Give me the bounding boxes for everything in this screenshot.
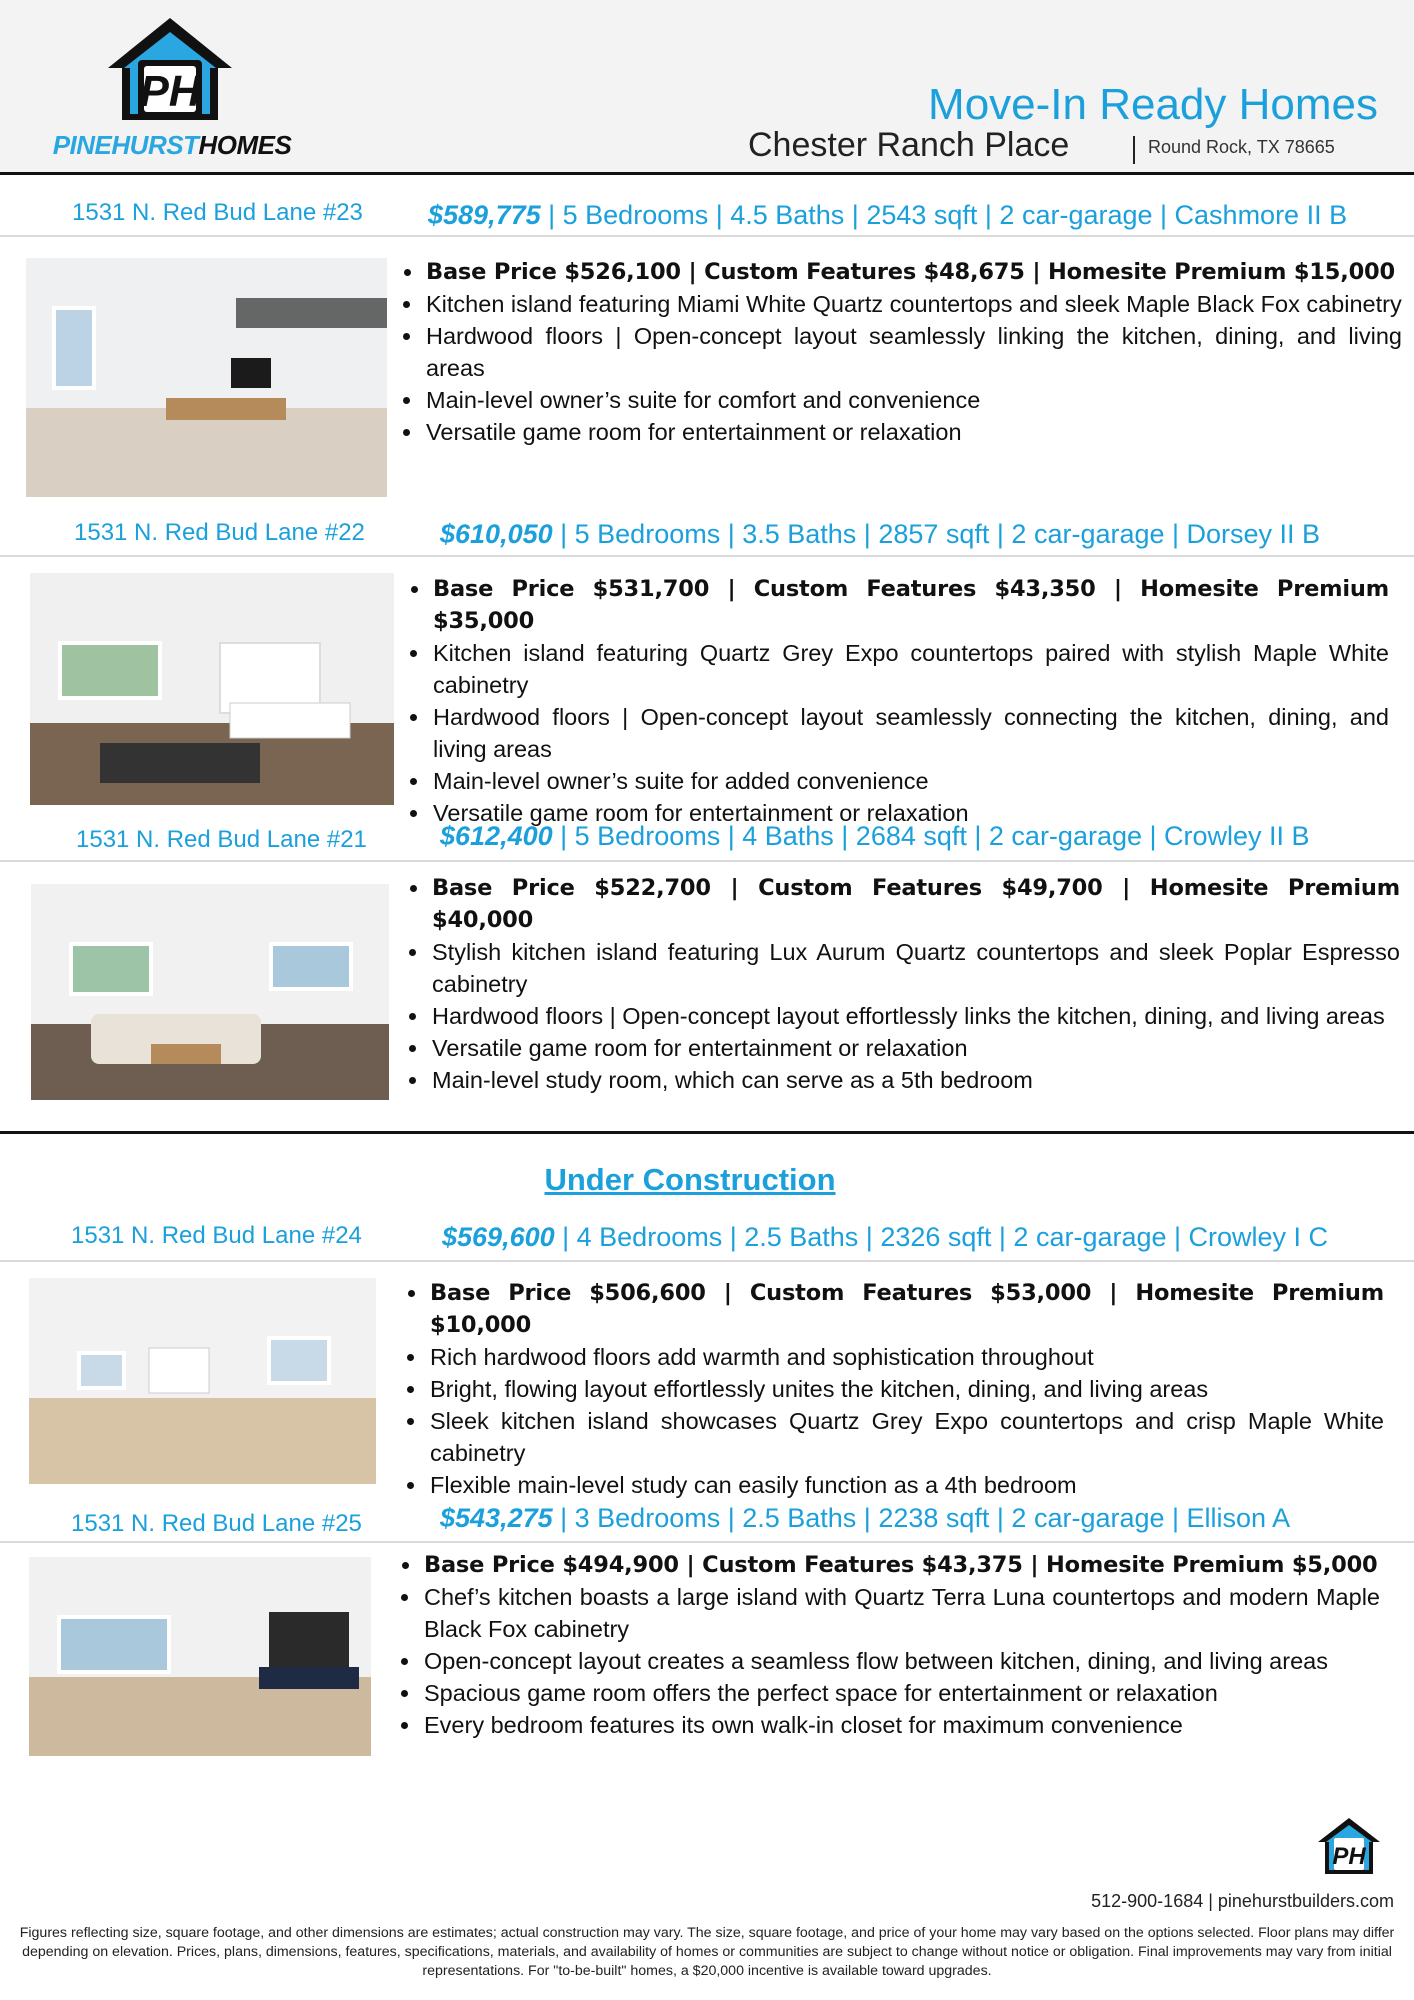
listing-photo	[29, 1278, 376, 1484]
listing-photo	[26, 258, 387, 497]
feature-list	[404, 872, 1400, 1096]
listing-specs	[440, 1503, 1290, 1534]
feature-item: • Versatile game room for entertainment or relaxation	[424, 416, 1402, 448]
feature-item: • Every bedroom features its own walk-in closet for maximum convenience	[422, 1709, 1380, 1741]
listing-specs	[428, 200, 1347, 231]
listing-details: | 3 Bedrooms | 2.5 Baths | 2238 sqft | 2 car-garage | Ellison A	[552, 1503, 1291, 1533]
listing-price: $543,275	[440, 1503, 553, 1533]
brand-part-2: HOMES	[198, 130, 292, 160]
price-breakdown: • Base Price $526,100 | Custom Features $48,675 | Homesite Premium $15,000	[424, 256, 1402, 288]
feature-item: • Hardwood floors | Open-concept layout effortlessly links the kitchen, dining, and living areas	[430, 1000, 1400, 1032]
listing-specs	[440, 519, 1320, 550]
price-breakdown: • Base Price $522,700 | Custom Features $49,700 | Homesite Premium $40,000	[430, 872, 1400, 936]
section-title-under-construction: Under Construction	[544, 1162, 836, 1197]
row-divider	[0, 1260, 1414, 1262]
price-breakdown: • Base Price $531,700 | Custom Features $43,350 | Homesite Premium $35,000	[431, 573, 1389, 637]
brand-wordmark	[42, 130, 302, 161]
house-logo-small-icon	[1316, 1816, 1382, 1876]
listing-details: | 5 Bedrooms | 4 Baths | 2684 sqft | 2 car-garage | Crowley II B	[552, 821, 1310, 851]
row-divider	[0, 1541, 1414, 1543]
feature-item: • Rich hardwood floors add warmth and sophistication throughout	[428, 1341, 1384, 1373]
feature-item: • Spacious game room offers the perfect space for entertainment or relaxation	[422, 1677, 1380, 1709]
listing-details: | 5 Bedrooms | 4.5 Baths | 2543 sqft | 2 car-garage | Cashmore II B	[540, 200, 1348, 230]
feature-item: • Stylish kitchen island featuring Lux Aurum Quartz countertops and sleek Poplar Espresso cabinetry	[430, 936, 1400, 1000]
feature-list	[405, 573, 1389, 829]
feature-item: • Hardwood floors | Open-concept layout seamlessly connecting the kitchen, dining, and living areas	[431, 701, 1389, 765]
listing-price: $610,050	[440, 519, 553, 549]
brand-part-1: PINEHURST	[52, 130, 199, 160]
listing-price: $589,775	[428, 200, 541, 230]
feature-list	[398, 256, 1402, 448]
feature-item: • Main-level owner’s suite for added convenience	[431, 765, 1389, 797]
listing-address: 1531 N. Red Bud Lane #22	[74, 519, 365, 546]
section-divider	[0, 1131, 1414, 1134]
listing-details: | 5 Bedrooms | 3.5 Baths | 2857 sqft | 2 car-garage | Dorsey II B	[552, 519, 1321, 549]
logo-letters: PH	[139, 67, 201, 116]
feature-list	[402, 1277, 1384, 1501]
listing-details: | 4 Bedrooms | 2.5 Baths | 2326 sqft | 2 car-garage | Crowley I C	[554, 1222, 1329, 1252]
small-logo-letters: PH	[1332, 1843, 1366, 1870]
row-divider	[0, 555, 1414, 557]
listing-photo	[30, 573, 394, 805]
listing-address: 1531 N. Red Bud Lane #21	[76, 826, 367, 853]
feature-item: • Versatile game room for entertainment or relaxation	[430, 1032, 1400, 1064]
row-divider	[0, 860, 1414, 862]
feature-item: • Flexible main-level study can easily function as a 4th bedroom	[428, 1469, 1384, 1501]
feature-item: • Hardwood floors | Open-concept layout seamlessly linking the kitchen, dining, and living areas	[424, 320, 1402, 384]
price-breakdown: • Base Price $506,600 | Custom Features $53,000 | Homesite Premium $10,000	[428, 1277, 1384, 1341]
feature-item: • Bright, flowing layout effortlessly unites the kitchen, dining, and living areas	[428, 1373, 1384, 1405]
community-name: Chester Ranch Place	[748, 126, 1070, 164]
price-breakdown: • Base Price $494,900 | Custom Features $43,375 | Homesite Premium $5,000	[422, 1549, 1380, 1581]
feature-item: • Open-concept layout creates a seamless flow between kitchen, dining, and living areas	[422, 1645, 1380, 1677]
listing-address: 1531 N. Red Bud Lane #23	[72, 199, 363, 226]
feature-item: • Kitchen island featuring Quartz Grey Expo countertops paired with stylish Maple White cabinetry	[431, 637, 1389, 701]
feature-item: • Versatile game room for entertainment or relaxation	[431, 797, 1389, 829]
listing-address: 1531 N. Red Bud Lane #24	[71, 1222, 362, 1249]
listing-specs	[440, 821, 1310, 852]
page-title: Move-In Ready Homes	[928, 80, 1378, 129]
contact-info: 512-900-1684 | pinehurstbuilders.com	[1091, 1891, 1394, 1911]
feature-item: • Main-level study room, which can serve as a 5th bedroom	[430, 1064, 1400, 1096]
feature-item: • Chef’s kitchen boasts a large island with Quartz Terra Luna countertops and modern Maple Black Fox cabinetry	[422, 1581, 1380, 1645]
feature-item: • Main-level owner’s suite for comfort and convenience	[424, 384, 1402, 416]
feature-item: • Kitchen island featuring Miami White Quartz countertops and sleek Maple Black Fox cabinetry	[424, 288, 1402, 320]
listing-address: 1531 N. Red Bud Lane #25	[71, 1510, 362, 1537]
header-divider	[0, 172, 1414, 175]
listing-price: $612,400	[440, 821, 553, 851]
listing-specs	[442, 1222, 1328, 1253]
header-separator	[1133, 136, 1135, 164]
community-location: Round Rock, TX 78665	[1148, 137, 1335, 157]
disclaimer: Figures reflecting size, square footage, and other dimensions are estimates; actual construction may vary. The size, square footage, and price of your home may vary based on the options selected. Floor plans may differ depending on elevation. Prices, plans, dimensions, features, specifications, materials, and availability of homes or communities are subject to change without notice or obligation. Final improvements may vary from initial representations. For "to-be-built" homes, a $20,000 incentive is available toward upgrades.	[19, 1925, 1395, 1979]
listing-photo	[31, 884, 389, 1100]
feature-list	[396, 1549, 1380, 1741]
feature-item: • Sleek kitchen island showcases Quartz Grey Expo countertops and crisp Maple White cabinetry	[428, 1405, 1384, 1469]
listing-photo	[29, 1557, 371, 1756]
row-divider	[0, 235, 1414, 237]
listing-price: $569,600	[442, 1222, 555, 1252]
